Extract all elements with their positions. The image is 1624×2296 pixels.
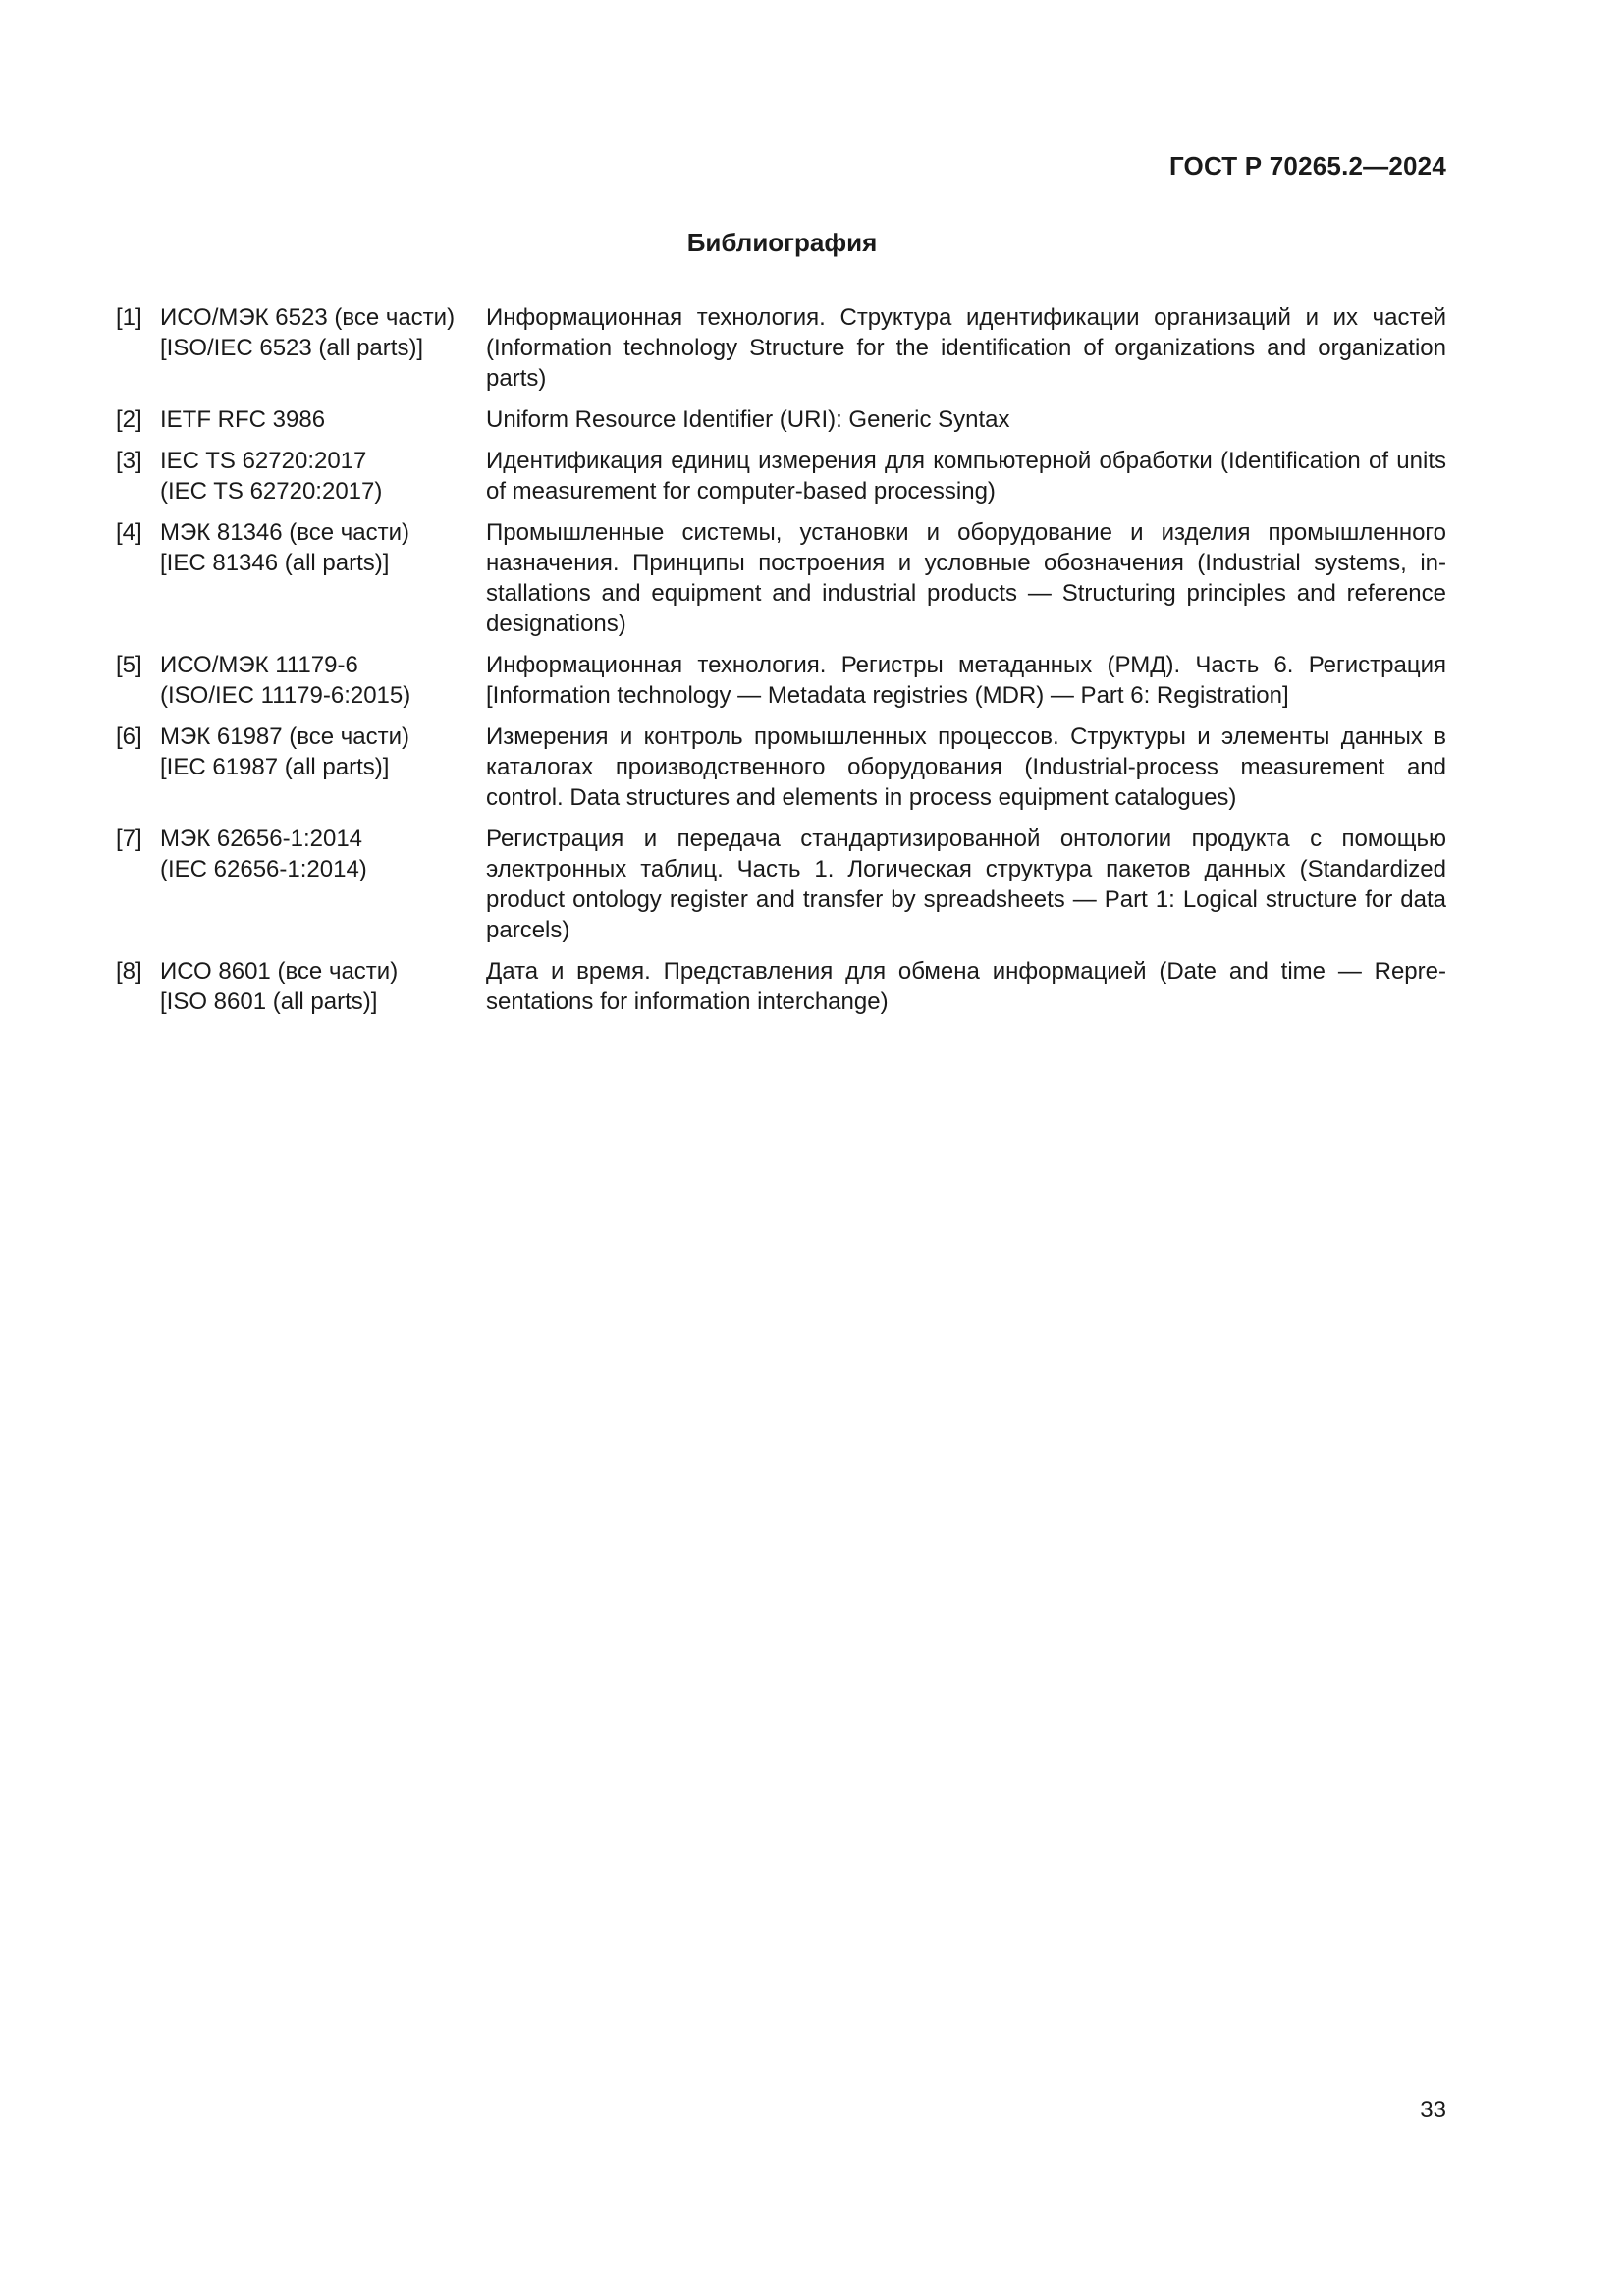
bibliography-entry: [116, 404, 1446, 435]
reference-line: IETF RFC 3986: [160, 406, 326, 433]
entry-number: [6]: [116, 723, 142, 750]
entry-reference: [160, 517, 486, 639]
bibliography-entry: [116, 650, 1446, 711]
reference-line: [ISO 8601 (all parts)]: [160, 988, 378, 1015]
entry-description: Uniform Resource Identifier (URI): Generic Syntax: [486, 406, 1010, 433]
entry-description: Информационная технология. Структура идентификации организаций и их частей (Information technology Structure for the identification of organizations and organization parts): [486, 304, 1446, 392]
entry-number: [3]: [116, 448, 142, 474]
bibliography-entry: [116, 517, 1446, 639]
entry-reference: [160, 404, 486, 435]
page-title: Библиография: [686, 228, 878, 257]
entry-description: Измерения и контроль промышленных процессов. Структуры и элементы данных в каталогах производственного оборудования (Industrial-process measurement and control. Data structures and elements in process equipment catalogues): [486, 723, 1446, 811]
reference-line: ИСО/МЭК 11179-6: [160, 652, 358, 678]
entry-number: [4]: [116, 519, 142, 546]
entry-number: [5]: [116, 652, 142, 678]
reference-line: (IEC TS 62720:2017): [160, 478, 383, 505]
reference-line: [ISO/IEC 6523 (all parts)]: [160, 335, 424, 361]
bibliography-entry: [116, 446, 1446, 507]
bibliography-list: [116, 302, 1446, 1028]
entry-reference: [160, 721, 486, 813]
reference-line: IEC TS 62720:2017: [160, 448, 367, 474]
entry-number: [1]: [116, 304, 142, 331]
reference-line: [IEC 61987 (all parts)]: [160, 754, 390, 780]
entry-number: [7]: [116, 826, 142, 852]
reference-line: (ISO/IEC 11179-6:2015): [160, 682, 411, 709]
entry-description: Идентификация единиц измерения для компьютерной обработки (Identification of units of measurement for computer-based processing): [486, 448, 1446, 505]
entry-number: [2]: [116, 406, 142, 433]
entry-description: Промышленные системы, установки и оборудование и изделия промышленного назначения. Принципы построения и условные обозначения (Industrial systems, installations and equipment and industrial products — Structuring principles and reference designations): [486, 519, 1446, 637]
entry-reference: [160, 650, 486, 711]
reference-line: МЭК 62656-1:2014: [160, 826, 363, 852]
bibliography-entry: [116, 302, 1446, 394]
entry-description: Регистрация и передача стандартизированной онтологии продукта с помощью электронных таблиц. Часть 1. Логическая структура пакетов данных (Standardized product ontology register and transfer by spreadsheets — Part 1: Logical structure for data parcels): [486, 826, 1446, 943]
entry-reference: [160, 956, 486, 1017]
bibliography-entry: [116, 824, 1446, 945]
entry-number: [8]: [116, 958, 142, 985]
entry-reference: [160, 302, 486, 394]
bibliography-entry: [116, 956, 1446, 1017]
reference-line: МЭК 81346 (все части): [160, 519, 410, 546]
reference-line: (IEC 62656-1:2014): [160, 856, 367, 882]
reference-line: ИСО 8601 (все части): [160, 958, 399, 985]
entry-description: Информационная технология. Регистры метаданных (РМД). Часть 6. Регистрация [Information technology — Metadata registries (MDR) — Part 6: Registration]: [486, 652, 1446, 709]
bibliography-entry: [116, 721, 1446, 813]
reference-line: [IEC 81346 (all parts)]: [160, 550, 390, 576]
reference-line: ИСО/МЭК 6523 (все части): [160, 304, 456, 331]
standard-code-header: ГОСТ Р 70265.2—2024: [1168, 151, 1446, 181]
entry-reference: [160, 824, 486, 945]
page-number: 33: [1420, 2097, 1446, 2123]
entry-reference: [160, 446, 486, 507]
entry-description: Дата и время. Представления для обмена информацией (Date and time — Representations for information interchange): [486, 958, 1446, 1015]
reference-line: МЭК 61987 (все части): [160, 723, 410, 750]
